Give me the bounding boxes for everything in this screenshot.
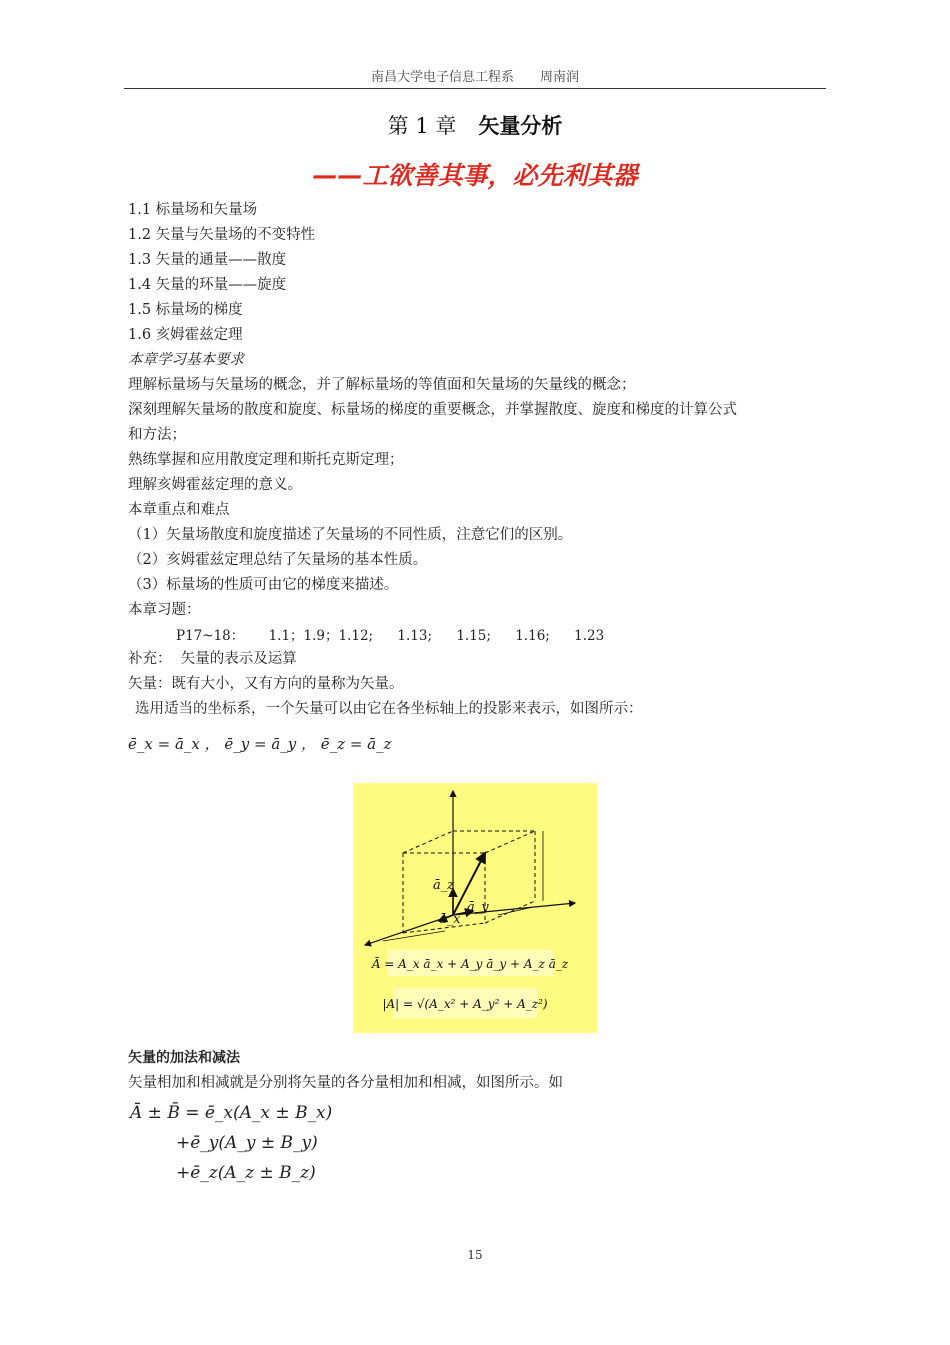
chapter-number: 第 1 章 [387,114,457,138]
exercise-item: 1.13; [397,628,433,644]
addition-description: 矢量相加和相减就是分别将矢量的各分量相加和相减，如图所示。如 [128,1075,563,1091]
exercise-pages: P17~18： [176,628,245,644]
label-az: ā_z [433,878,455,893]
key-point-item: （3）标量场的性质可由它的梯度来描述。 [128,577,399,593]
supplement-title: 矢量的表示及运算 [180,651,297,667]
requirement-item: 理解标量场与矢量场的概念，并了解标量场的等值面和矢量场的矢量线的概念； [128,377,636,393]
chapter-name: 矢量分析 [478,114,563,138]
vector-components-diagram [353,783,597,1033]
key-point-item: （2）亥姆霍兹定理总结了矢量场的基本性质。 [128,552,428,568]
key-points-heading: 本章重点和难点 [128,502,230,518]
toc-item: 1.2 矢量与矢量场的不变特性 [128,227,316,243]
toc-item: 1.1 标量场和矢量场 [128,202,258,218]
page-number: 15 [467,1248,483,1262]
toc-item: 1.4 矢量的环量——旋度 [128,277,287,293]
supplement-line [128,649,297,669]
exercise-item: 1.16; [515,628,550,644]
page-header: 南昌大学电子信息工程系 周南润 [370,70,579,85]
unit-vector-equation-text: ē_x = ā_x ， ē_y = ā_y ， ē_z = ā_z [128,735,392,753]
requirement-item: 熟练掌握和应用散度定理和斯托克斯定理； [128,452,404,468]
key-point-item: （1）矢量场散度和旋度描述了矢量场的不同性质，注意它们的区别。 [128,527,573,543]
vector-description: 选用适当的坐标系，一个矢量可以由它在各坐标轴上的投影来表示，如图所示： [135,701,643,717]
addition-line-2: +ē_y(A_y ± B_y) [176,1133,318,1153]
exercise-item: 1.23 [574,628,605,644]
requirement-item: 和方法； [128,427,186,443]
formula-magnitude: |A| = √(A_x² + A_y² + A_z²) [382,997,548,1011]
label-ay: ā_y [467,900,489,915]
chapter-title [124,110,826,140]
addition-heading: 矢量的加法和减法 [128,1050,240,1066]
vector-definition: 矢量：既有大小，又有方向的量称为矢量。 [128,676,404,692]
exercises-heading: 本章习题： [128,602,201,618]
exercise-list [176,624,624,644]
label-ax: ā_x [439,912,461,927]
unit-vector-equation [128,733,392,754]
header-rule [124,88,826,89]
requirement-item: 理解亥姆霍兹定理的意义。 [128,477,302,493]
vector-components-figure [353,783,597,1033]
toc-item: 1.3 矢量的通量——散度 [128,252,287,268]
exercise-item: 1.1；1.9；1.12; [268,628,374,644]
requirement-item: 深刻理解矢量场的散度和旋度、标量场的梯度的重要概念，并掌握散度、旋度和梯度的计算公式 [128,402,737,418]
toc-item: 1.5 标量场的梯度 [128,302,243,318]
supplement-label: 补充： [128,651,172,667]
addition-line-1: Ā ± B̄ = ē_x(A_x ± B_x) [130,1103,333,1123]
addition-line-3: +ē_z(A_z ± B_z) [176,1163,316,1183]
formula-vector: Ā = A_x ā_x + A_y ā_y + A_z ā_z [371,957,569,971]
requirements-heading: 本章学习基本要求 [128,352,244,368]
toc-item: 1.6 亥姆霍兹定理 [128,327,243,343]
dimension-ay [498,907,533,915]
chapter-motto: ——工欲善其事，必先利其器 [312,161,638,190]
exercise-item: 1.15; [456,628,491,644]
